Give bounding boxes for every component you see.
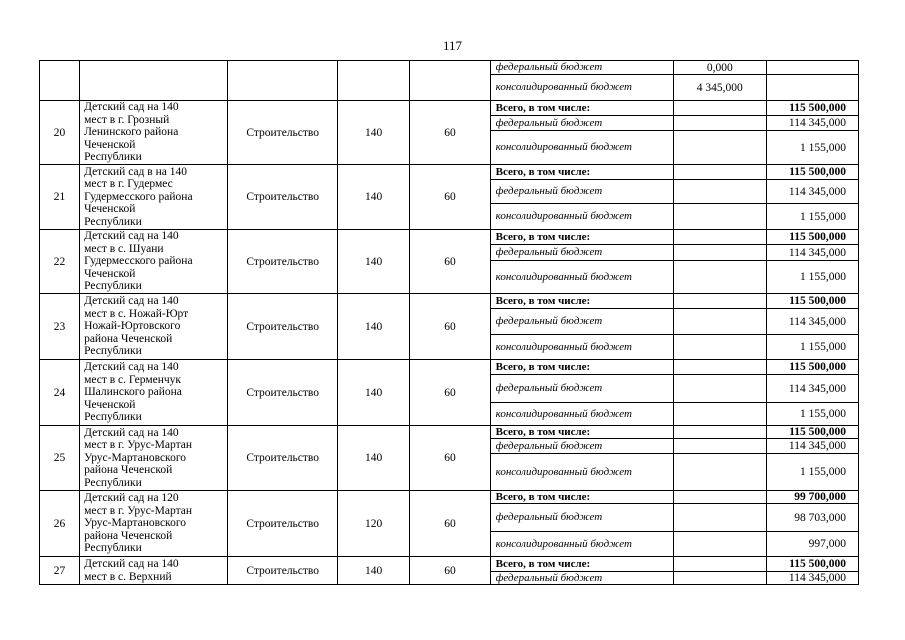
source-cell: федеральный бюджет bbox=[490, 439, 673, 454]
source-cell: консолидированный бюджет bbox=[490, 532, 673, 557]
work-type: Строительство bbox=[228, 557, 337, 585]
value1-cell bbox=[673, 165, 766, 180]
source-total: Всего, в том числе: bbox=[490, 426, 673, 439]
project-name bbox=[80, 557, 228, 585]
project-name-line: Ленинского района bbox=[84, 126, 179, 139]
value2-cell: 1 155,000 bbox=[766, 335, 858, 360]
project-name-line: Детский сад на 140 bbox=[84, 558, 179, 571]
table-row bbox=[40, 557, 859, 572]
value1-cell bbox=[673, 335, 766, 360]
percent-cell-empty bbox=[410, 61, 490, 101]
value1-cell: 0,000 bbox=[673, 61, 766, 75]
work-type: Строительство bbox=[228, 426, 337, 491]
value1-cell bbox=[673, 532, 766, 557]
project-name-line: района Чеченской bbox=[84, 529, 173, 542]
source-cell: консолидированный бюджет bbox=[490, 261, 673, 294]
value1-cell bbox=[673, 230, 766, 245]
project-number: 26 bbox=[40, 491, 80, 557]
value2-cell: 99 700,000 bbox=[766, 491, 858, 504]
value1-cell bbox=[673, 439, 766, 454]
value1-cell bbox=[673, 504, 766, 532]
source-total: Всего, в том числе: bbox=[490, 557, 673, 572]
source-cell: федеральный бюджет bbox=[490, 375, 673, 403]
project-name-line: Гудермесского района bbox=[84, 190, 193, 203]
project-name-line: мест в с. Шуани bbox=[84, 242, 164, 255]
source-total: Всего, в том числе: bbox=[490, 230, 673, 245]
project-name-line: Чеченской bbox=[84, 267, 136, 280]
source-total: Всего, в том числе: bbox=[490, 360, 673, 375]
value2-cell: 115 500,000 bbox=[766, 360, 858, 375]
work-type: Строительство bbox=[228, 165, 337, 230]
source-cell: консолидированный бюджет bbox=[490, 335, 673, 360]
value2-cell: 115 500,000 bbox=[766, 557, 858, 572]
num-cell-empty bbox=[40, 61, 80, 101]
project-number: 20 bbox=[40, 101, 80, 165]
value1-cell bbox=[673, 131, 766, 165]
work-type: Строительство bbox=[228, 491, 337, 557]
value2-cell: 114 345,000 bbox=[766, 116, 858, 131]
project-name-line: Республики bbox=[84, 215, 142, 228]
source-cell: консолидированный бюджет bbox=[490, 403, 673, 426]
project-name-line: Детский сад на 120 bbox=[84, 492, 179, 505]
project-name bbox=[80, 101, 228, 165]
value2-cell: 114 345,000 bbox=[766, 439, 858, 454]
table-row bbox=[40, 61, 859, 75]
value1-cell bbox=[673, 261, 766, 294]
project-name-line: Чеченской bbox=[84, 203, 136, 216]
source-cell: консолидированный бюджет bbox=[490, 204, 673, 230]
project-name-line: Шалинского района bbox=[84, 386, 182, 399]
source-cell: федеральный бюджет bbox=[490, 504, 673, 532]
percent: 60 bbox=[410, 165, 490, 230]
project-name-line: Детский сад в на 140 bbox=[84, 165, 187, 178]
source-cell: консолидированный бюджет bbox=[490, 131, 673, 165]
project-name-line: Чеченской bbox=[84, 138, 136, 151]
project-name-line: Урус-Мартановского bbox=[84, 517, 186, 530]
value1-cell bbox=[673, 403, 766, 426]
project-name-line: Республики bbox=[84, 345, 142, 358]
value2-cell: 1 155,000 bbox=[766, 131, 858, 165]
value2-cell: 997,000 bbox=[766, 532, 858, 557]
capacity: 140 bbox=[337, 360, 410, 426]
table-body bbox=[40, 61, 859, 585]
value1-cell bbox=[673, 309, 766, 335]
value2-cell: 115 500,000 bbox=[766, 230, 858, 245]
work-type: Строительство bbox=[228, 360, 337, 426]
table-row bbox=[40, 165, 859, 180]
project-name bbox=[80, 230, 228, 294]
project-number: 21 bbox=[40, 165, 80, 230]
work-type: Строительство bbox=[228, 230, 337, 294]
value1-cell bbox=[673, 375, 766, 403]
project-name bbox=[80, 426, 228, 491]
project-number: 27 bbox=[40, 557, 80, 585]
percent: 60 bbox=[410, 101, 490, 165]
project-number: 25 bbox=[40, 426, 80, 491]
project-name-line: мест в с. Верхний bbox=[84, 570, 172, 583]
source-cell: федеральный бюджет bbox=[490, 572, 673, 585]
project-name bbox=[80, 294, 228, 360]
project-name-line: Детский сад на 140 bbox=[84, 426, 179, 439]
project-name-line: Республики bbox=[84, 476, 142, 489]
project-name bbox=[80, 165, 228, 230]
value2-cell: 114 345,000 bbox=[766, 572, 858, 585]
value1-cell: 4 345,000 bbox=[673, 75, 766, 101]
value2-cell: 98 703,000 bbox=[766, 504, 858, 532]
project-name-line: Ножай-Юртовского bbox=[84, 320, 181, 333]
work-cell-empty bbox=[228, 61, 337, 101]
project-name-line: мест в г. Урус-Мартан bbox=[84, 504, 192, 517]
value2-cell: 1 155,000 bbox=[766, 403, 858, 426]
project-number: 24 bbox=[40, 360, 80, 426]
project-name bbox=[80, 360, 228, 426]
value2-cell bbox=[766, 61, 858, 75]
project-name-line: района Чеченской bbox=[84, 464, 173, 477]
capacity: 140 bbox=[337, 294, 410, 360]
source-total: Всего, в том числе: bbox=[490, 165, 673, 180]
work-type: Строительство bbox=[228, 101, 337, 165]
project-name-line: Республики bbox=[84, 151, 142, 164]
value1-cell bbox=[673, 426, 766, 439]
project-name bbox=[80, 491, 228, 557]
project-name-line: мест в г. Урус-Мартан bbox=[84, 439, 192, 452]
name-cell-empty bbox=[80, 61, 228, 101]
table-row bbox=[40, 491, 859, 504]
value1-cell bbox=[673, 454, 766, 491]
value1-cell bbox=[673, 204, 766, 230]
value1-cell bbox=[673, 294, 766, 309]
project-name-line: Чеченской bbox=[84, 398, 136, 411]
value1-cell bbox=[673, 116, 766, 131]
percent: 60 bbox=[410, 491, 490, 557]
value1-cell bbox=[673, 245, 766, 261]
project-name-line: Республики bbox=[84, 280, 142, 293]
project-name-line: мест в г. Грозный bbox=[84, 113, 170, 126]
percent: 60 bbox=[410, 426, 490, 491]
value2-cell: 115 500,000 bbox=[766, 165, 858, 180]
project-name-line: Детский сад на 140 bbox=[84, 101, 179, 114]
value1-cell bbox=[673, 491, 766, 504]
capacity: 120 bbox=[337, 491, 410, 557]
value2-cell: 1 155,000 bbox=[766, 454, 858, 491]
table-row bbox=[40, 101, 859, 116]
value2-cell: 115 500,000 bbox=[766, 101, 858, 116]
project-name-line: мест в с. Герменчук bbox=[84, 373, 182, 386]
capacity: 140 bbox=[337, 557, 410, 585]
source-cell: федеральный бюджет bbox=[490, 61, 673, 75]
source-cell: консолидированный бюджет bbox=[490, 454, 673, 491]
percent: 60 bbox=[410, 230, 490, 294]
percent: 60 bbox=[410, 360, 490, 426]
value2-cell: 114 345,000 bbox=[766, 375, 858, 403]
value2-cell: 115 500,000 bbox=[766, 294, 858, 309]
source-cell: федеральный бюджет bbox=[490, 309, 673, 335]
percent: 60 bbox=[410, 294, 490, 360]
project-name-line: Детский сад на 140 bbox=[84, 361, 179, 374]
source-total: Всего, в том числе: bbox=[490, 294, 673, 309]
project-name-line: Урус-Мартановского bbox=[84, 451, 186, 464]
capacity: 140 bbox=[337, 426, 410, 491]
project-number: 22 bbox=[40, 230, 80, 294]
project-name-line: Детский сад на 140 bbox=[84, 295, 179, 308]
source-total: Всего, в том числе: bbox=[490, 491, 673, 504]
value2-cell: 1 155,000 bbox=[766, 204, 858, 230]
project-name-line: мест в с. Ножай-Юрт bbox=[84, 307, 189, 320]
project-name-line: Республики bbox=[84, 411, 142, 424]
project-number: 23 bbox=[40, 294, 80, 360]
table-row bbox=[40, 360, 859, 375]
source-cell: федеральный бюджет bbox=[490, 116, 673, 131]
value1-cell bbox=[673, 101, 766, 116]
table-row bbox=[40, 426, 859, 439]
project-name-line: Детский сад на 140 bbox=[84, 230, 179, 243]
value2-cell: 114 345,000 bbox=[766, 309, 858, 335]
value2-cell: 115 500,000 bbox=[766, 426, 858, 439]
source-cell: консолидированный бюджет bbox=[490, 75, 673, 101]
budget-table bbox=[39, 60, 859, 585]
value1-cell bbox=[673, 180, 766, 204]
value1-cell bbox=[673, 557, 766, 572]
capacity-cell-empty bbox=[337, 61, 410, 101]
project-name-line: мест в г. Гудермес bbox=[84, 178, 173, 191]
source-cell: федеральный бюджет bbox=[490, 180, 673, 204]
capacity: 140 bbox=[337, 230, 410, 294]
work-type: Строительство bbox=[228, 294, 337, 360]
page-number: 117 bbox=[442, 38, 463, 53]
table-row bbox=[40, 230, 859, 245]
project-name-line: Гудермесского района bbox=[84, 255, 193, 268]
project-name-line: района Чеченской bbox=[84, 332, 173, 345]
table-row bbox=[40, 294, 859, 309]
value1-cell bbox=[673, 360, 766, 375]
source-cell: федеральный бюджет bbox=[490, 245, 673, 261]
value2-cell: 1 155,000 bbox=[766, 261, 858, 294]
value2-cell bbox=[766, 75, 858, 101]
capacity: 140 bbox=[337, 101, 410, 165]
value1-cell bbox=[673, 572, 766, 585]
value2-cell: 114 345,000 bbox=[766, 245, 858, 261]
source-total: Всего, в том числе: bbox=[490, 101, 673, 116]
capacity: 140 bbox=[337, 165, 410, 230]
project-name-line: Республики bbox=[84, 542, 142, 555]
percent: 60 bbox=[410, 557, 490, 585]
value2-cell: 114 345,000 bbox=[766, 180, 858, 204]
